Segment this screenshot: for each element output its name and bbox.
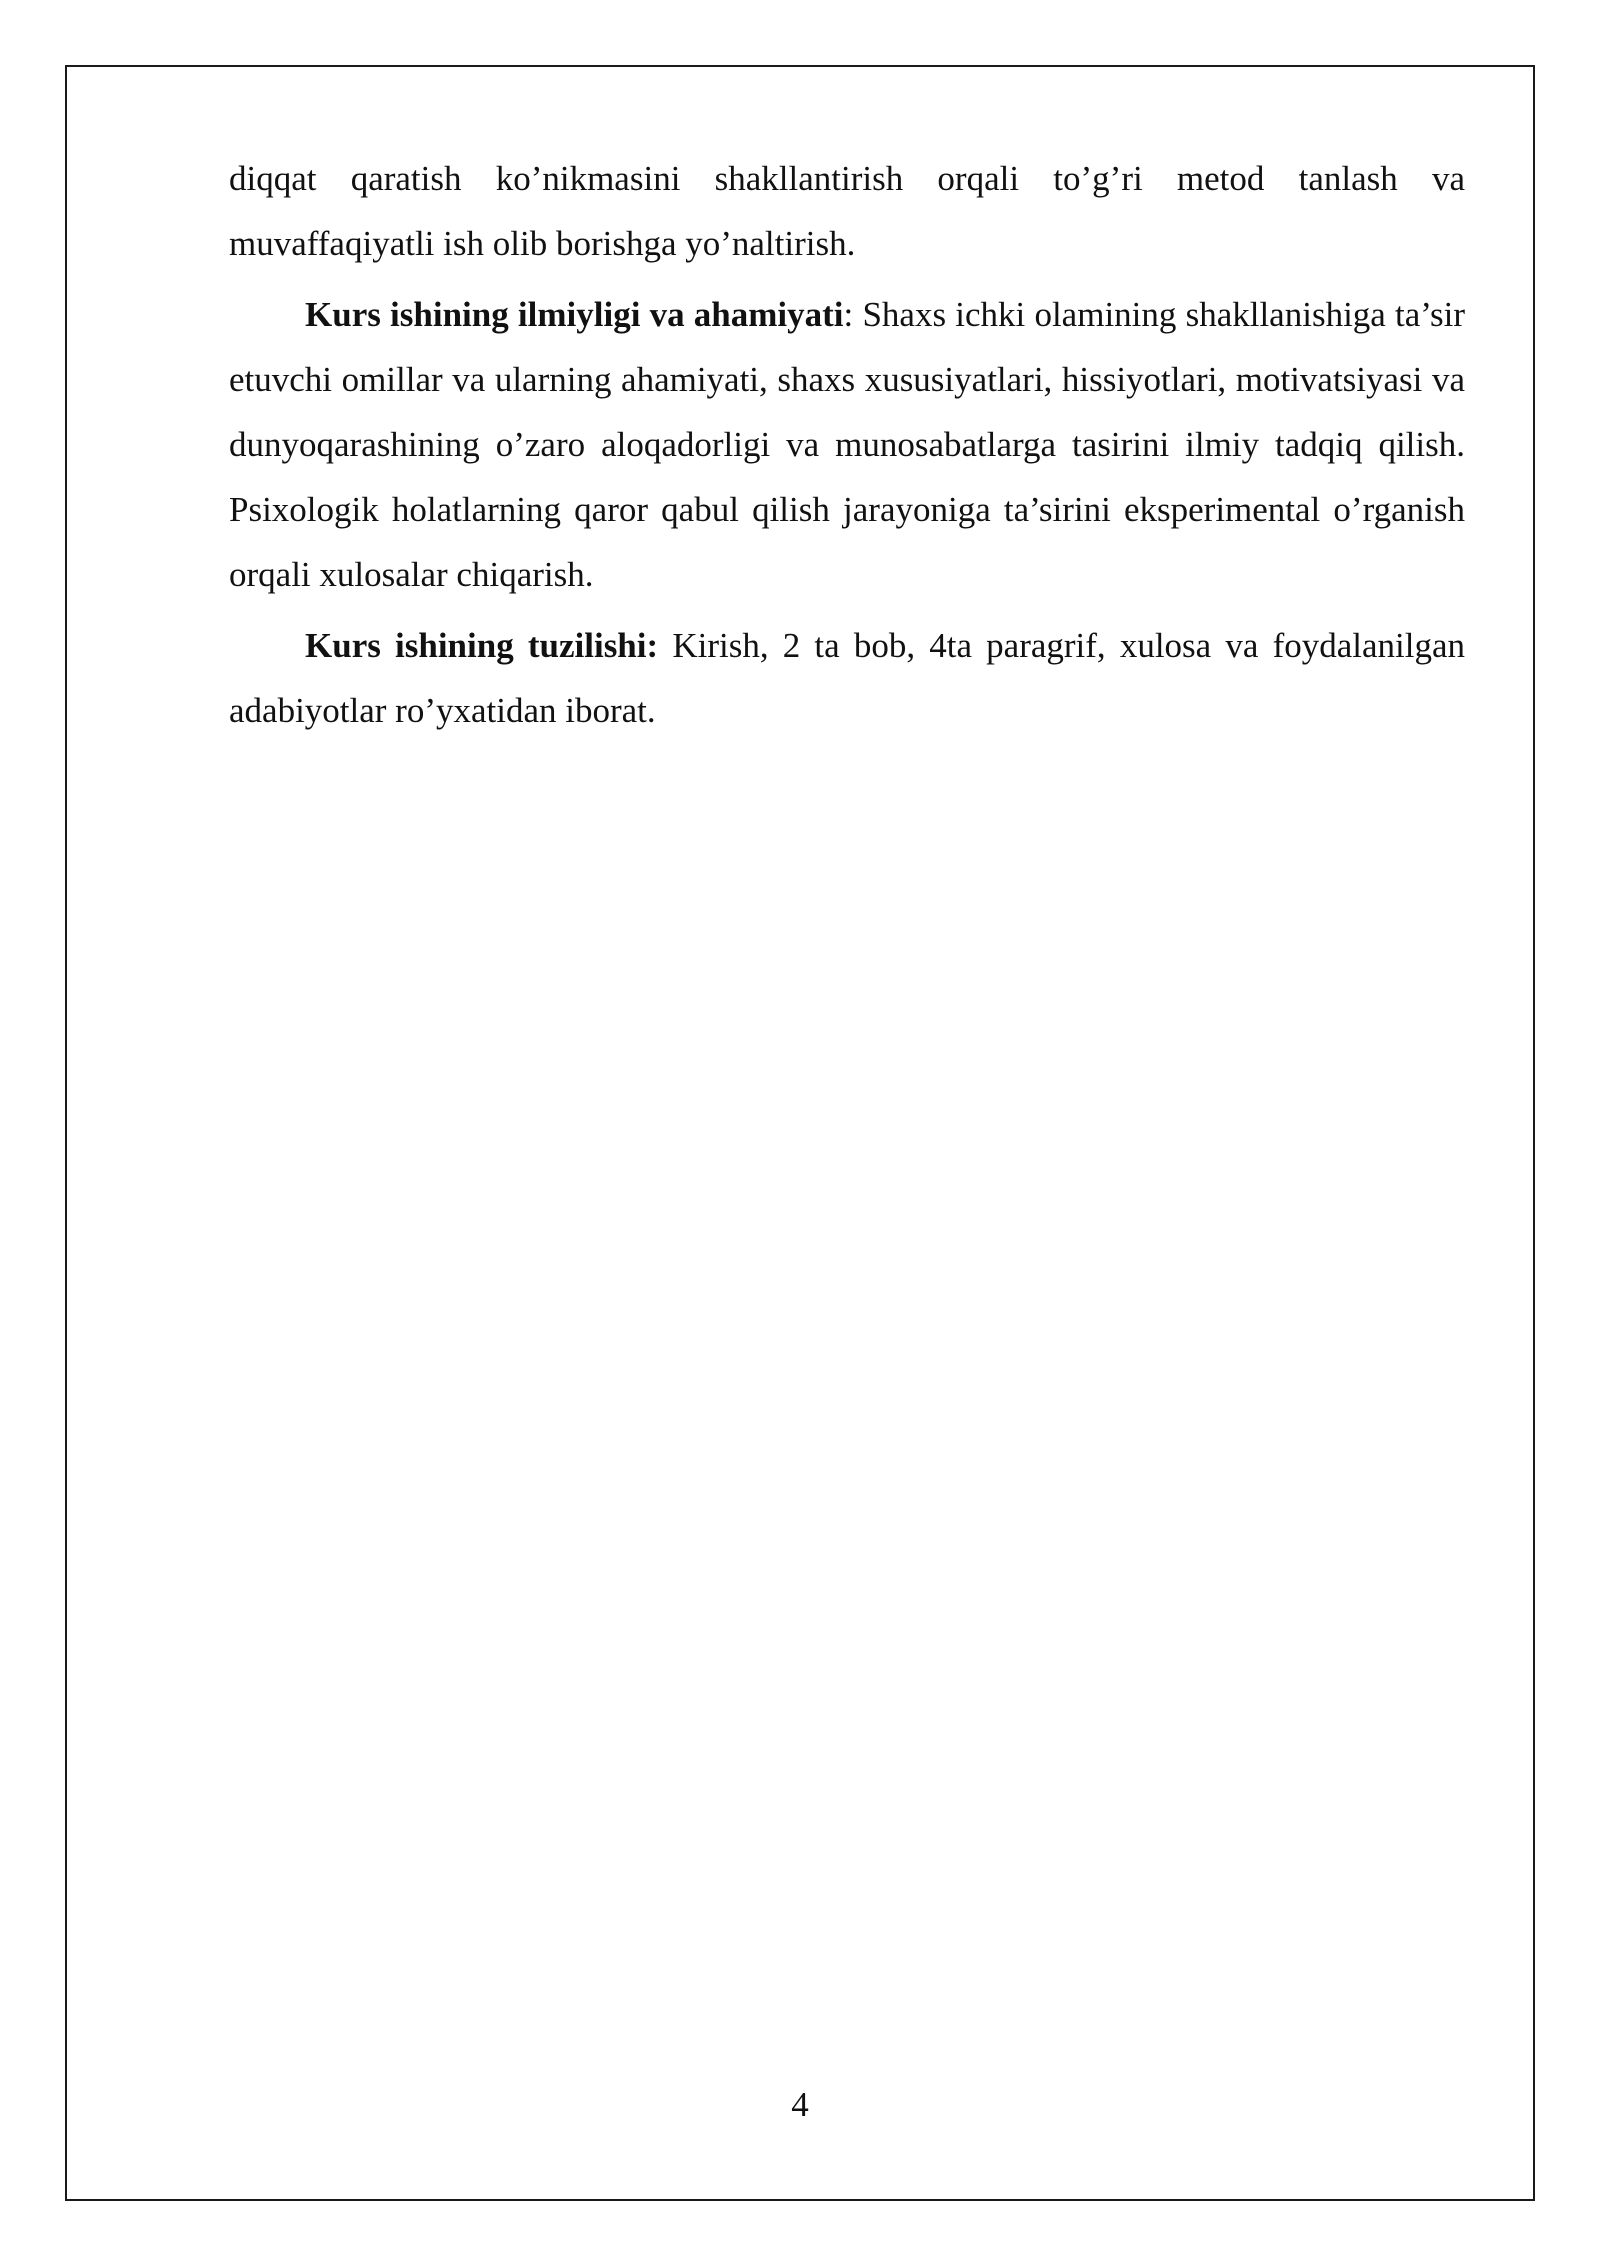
paragraph-text: diqqat qaratish ko’nikmasini shakllantirish orqali to’g’ri metod tanlash va muvaffaqiyatli ish olib borishga yo’naltirish. — [229, 159, 1465, 263]
document-body — [229, 146, 1465, 743]
paragraph-heading: Kurs ishining ilmiyligi va ahamiyati — [305, 295, 844, 334]
paragraph-text: : Shaxs ichki olamining shakllanishiga ta’sir etuvchi omillar va ularning ahamiyati, shaxs xususiyatlari, hissiyotlari, motivatsiyasi va dunyoqarashining o’zaro aloqadorligi va munosabatlarga tasirini ilmiy tadqiq qilish. Psixologik holatlarning qaror qabul qilish jarayoniga ta’sirini eksperimental o’rganish orqali xulosalar chiqarish. — [229, 295, 1466, 594]
paragraph-scientific-significance — [229, 282, 1465, 607]
paragraph-continuation — [229, 146, 1465, 276]
paragraph-structure — [229, 613, 1465, 743]
page-number: 4 — [791, 2085, 809, 2124]
paragraph-text: Kirish, 2 ta bob, 4ta paragrif, xulosa va foydalanilgan adabiyotlar ro’yxatidan iborat. — [229, 626, 1465, 730]
paragraph-heading: Kurs ishining tuzilishi: — [305, 626, 659, 665]
